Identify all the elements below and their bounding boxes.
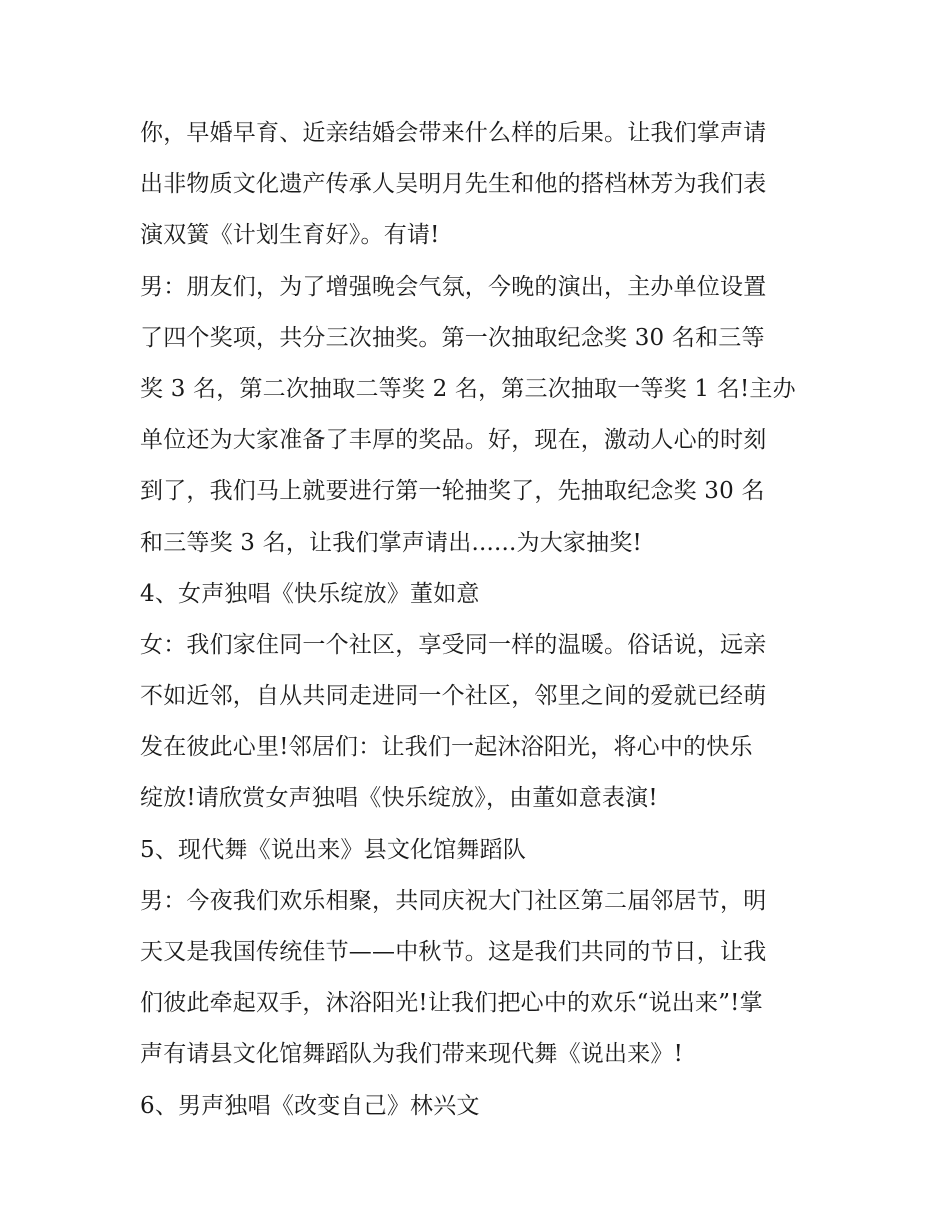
document-body — [140, 108, 815, 1132]
section-heading: 5、现代舞《说出来》县文化馆舞蹈队 — [140, 836, 527, 863]
text-line: 出非物质文化遗产传承人吴明月先生和他的搭档林芳为我们表 — [140, 171, 767, 198]
text-line: 发在彼此心里!邻居们：让我们一起沐浴阳光，将心中的快乐 — [140, 734, 753, 761]
text-line: 女：我们家住同一个社区，享受同一样的温暖。俗话说，远亲 — [140, 631, 767, 658]
text-line: 到了，我们马上就要进行第一轮抽奖了，先抽取纪念奖 30 名 — [140, 478, 765, 505]
text-line: 绽放!请欣赏女声独唱《快乐绽放》，由董如意表演! — [140, 785, 658, 812]
text-line: 男：朋友们，为了增强晚会气氛，今晚的演出，主办单位设置 — [140, 273, 767, 300]
text-line: 单位还为大家准备了丰厚的奖品。好，现在，激动人心的时刻 — [140, 427, 767, 454]
text-line: 男：今夜我们欢乐相聚，共同庆祝大门社区第二届邻居节，明 — [140, 887, 767, 914]
text-line: 声有请县文化馆舞蹈队为我们带来现代舞《说出来》! — [140, 1041, 684, 1068]
text-line: 你，早婚早育、近亲结婚会带来什么样的后果。让我们掌声请 — [140, 120, 767, 146]
section-heading: 6、男声独唱《改变自己》林兴文 — [140, 1092, 480, 1119]
text-line: 演双簧《计划生育好》。有请! — [140, 222, 440, 249]
text-line: 们彼此牵起双手，沐浴阳光!让我们把心中的欢乐“说出来”!掌 — [140, 990, 763, 1017]
text-line: 和三等奖 3 名，让我们掌声请出......为大家抽奖! — [140, 529, 642, 556]
text-line: 天又是我国传统佳节——中秋节。这是我们共同的节日，让我 — [140, 939, 767, 965]
text-line: 了四个奖项，共分三次抽奖。第一次抽取纪念奖 30 名和三等 — [140, 324, 765, 351]
section-heading: 4、女声独唱《快乐绽放》董如意 — [140, 580, 480, 607]
text-line: 奖 3 名，第二次抽取二等奖 2 名，第三次抽取一等奖 1 名!主办 — [140, 375, 796, 402]
text-line: 不如近邻，自从共同走进同一个社区，邻里之间的爱就已经萌 — [140, 683, 767, 710]
